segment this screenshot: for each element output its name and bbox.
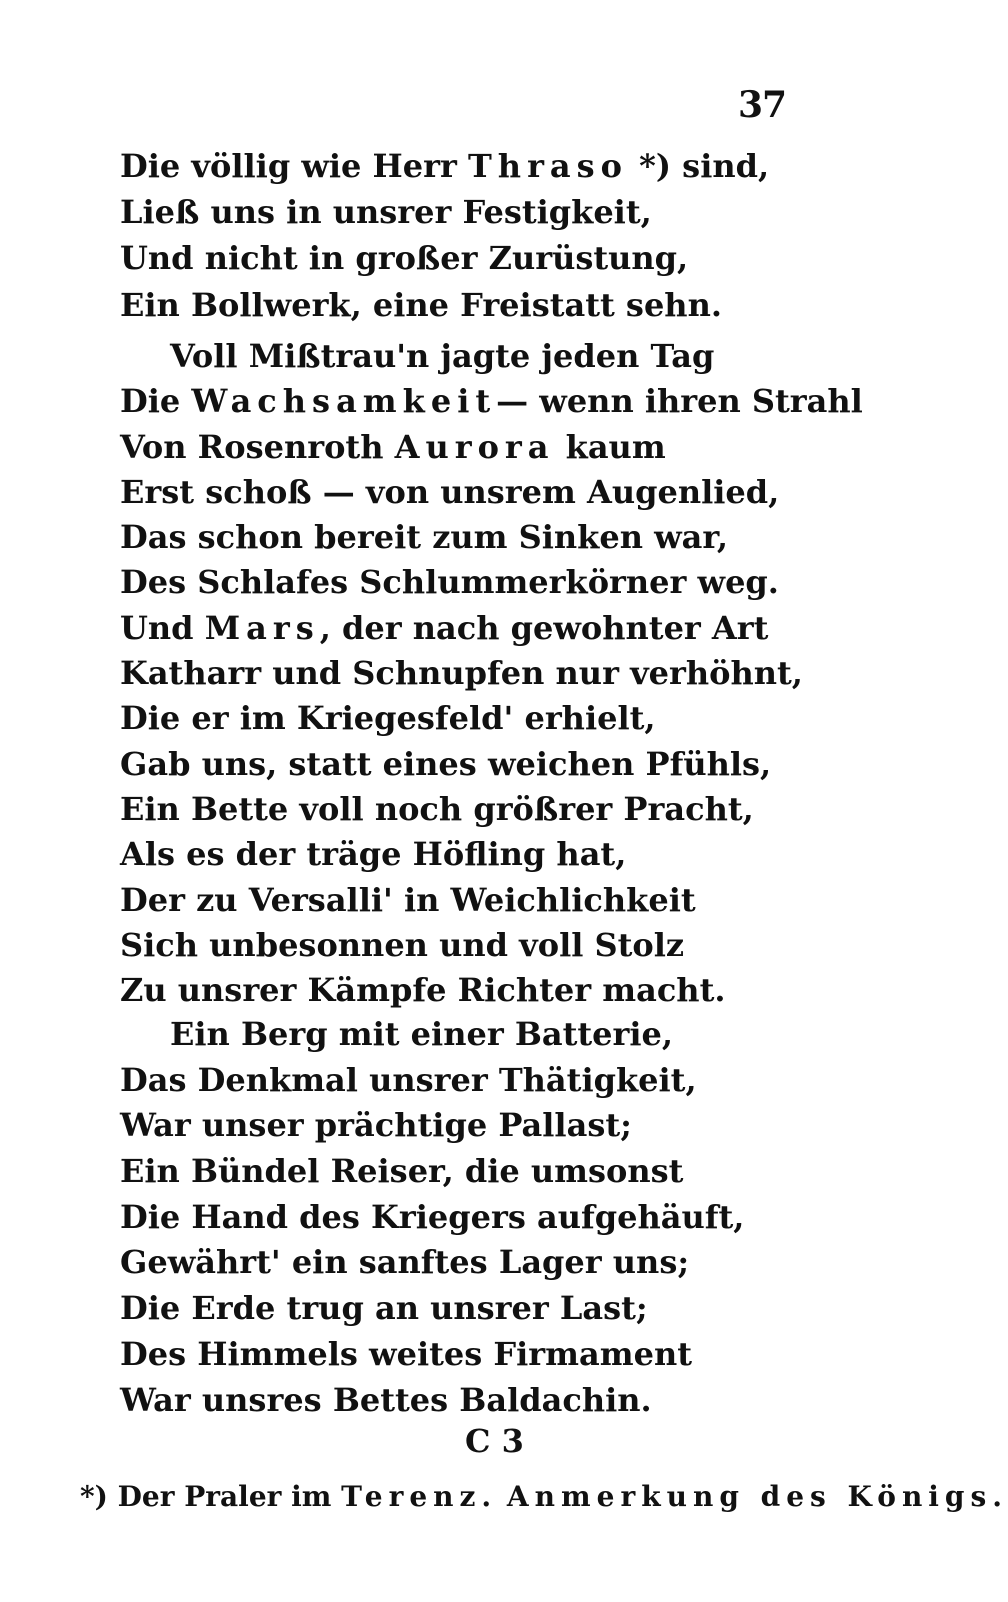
verse-line: Gewährt' ein sanftes Lager uns;: [120, 1243, 690, 1282]
verse-line: Die Wachsamkeit— wenn ihren Strahl: [120, 382, 863, 421]
verse-line: Ein Bündel Reiser, die umsonst: [120, 1152, 684, 1191]
stanza-2: [120, 334, 863, 1013]
stanza-1: [120, 143, 769, 328]
page-number: 37: [738, 84, 787, 126]
verse-line: Ließ uns in unsrer Festigkeit,: [120, 193, 652, 232]
verse-line: Das Denkmal unsrer Thätigkeit,: [120, 1060, 697, 1099]
verse-line: Zu unsrer Kämpfe Richter macht.: [120, 971, 726, 1010]
verse-line: Die Hand des Kriegers aufgehäuft,: [120, 1197, 745, 1236]
verse-line: Der zu Versalli' in Weichlichkeit: [120, 880, 696, 919]
verse-line: Die Erde trug an unsrer Last;: [120, 1289, 648, 1328]
verse-line: Katharr und Schnupfen nur verhöhnt,: [120, 654, 803, 693]
verse-line: Die er im Kriegesfeld' erhielt,: [120, 699, 656, 738]
verse-line: Voll Mißtrau'n jagte jeden Tag: [170, 337, 715, 375]
footnote: *) Der Praler im Terenz. Anmerkung des Königs.: [80, 1480, 1008, 1513]
verse-line: Des Himmels weites Firmament: [120, 1334, 692, 1373]
verse-line: Sich unbesonnen und voll Stolz: [120, 925, 685, 964]
verse-line: Von Rosenroth Aurora kaum: [120, 427, 666, 466]
verse-line: Ein Berg mit einer Batterie,: [170, 1015, 674, 1053]
verse-line: Des Schlafes Schlummerkörner weg.: [120, 563, 779, 602]
verse-line: Das schon bereit zum Sinken war,: [120, 518, 729, 557]
verse-line: Und nicht in großer Zurüstung,: [120, 239, 689, 278]
verse-line: Ein Bollwerk, eine Freistatt sehn.: [120, 285, 722, 324]
verse-line: Ein Bette voll noch größrer Pracht,: [120, 789, 754, 828]
verse-line: Gab uns, statt eines weichen Pfühls,: [120, 744, 772, 783]
verse-line: Und Mars, der nach gewohnter Art: [120, 608, 769, 647]
verse-line: Erst schoß — von unsrem Augenlied,: [120, 472, 780, 511]
verse-line: War unser prächtige Pallast;: [120, 1106, 632, 1145]
verse-line: Als es der träge Höfling hat,: [120, 835, 627, 874]
verse-line: War unsres Bettes Baldachin.: [120, 1380, 652, 1419]
stanza-3: [120, 1012, 744, 1423]
verse-line: Die völlig wie Herr Thraso *) sind,: [120, 147, 770, 185]
signature-mark: C 3: [465, 1422, 524, 1460]
